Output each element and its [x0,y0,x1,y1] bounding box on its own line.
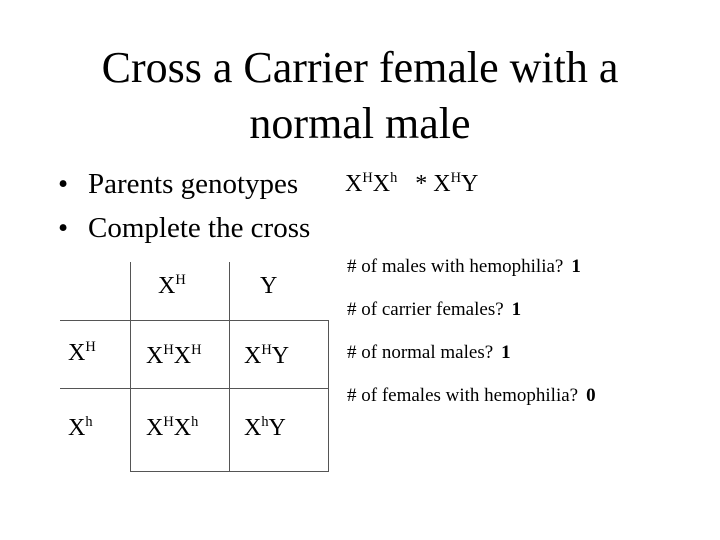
question-item [347,340,511,366]
grid-line-horizontal-2 [60,388,328,389]
male-genotype: $X^HY$ [433,170,479,197]
question-item [347,383,596,409]
title-line-2: normal male [249,99,471,148]
grid-line-horizontal-1 [60,320,328,321]
question-item [347,297,521,323]
grid-line-horizontal-3 [130,471,329,472]
bullet-text: Complete the cross [88,212,311,244]
punnett-cell: $X^HX^h$ [146,414,199,441]
grid-line-vertical-2 [229,262,230,472]
column-header: Y [260,273,278,299]
question-item [347,254,581,280]
question-answer: 1 [501,342,511,363]
row-header: $X^h$ [68,414,93,441]
bullet-text: Parents genotypes [88,168,299,200]
punnett-cell: $X^hY$ [244,414,286,441]
question-text: # of carrier females? [347,299,504,320]
row-header: $X^H$ [68,339,96,366]
question-text: # of normal males? [347,342,494,363]
question-text: # of females with hemophilia? [347,385,579,406]
punnett-cell: $X^HY$ [244,342,290,369]
female-genotype: $X^HX^h$ [345,170,398,197]
question-answer: 1 [511,299,522,320]
question-text: # of males with hemophilia? [347,256,564,277]
title-line-1: Cross a Carrier female with a [101,43,619,92]
grid-line-vertical-1 [130,262,131,472]
column-header: $X^H$ [158,272,186,299]
punnett-cell: $X^HX^H$ [146,342,202,369]
grid-line-vertical-3 [328,320,329,472]
bullet-marker: • [58,168,69,200]
question-answer: 1 [571,256,581,277]
cross-symbol: * [415,171,428,197]
question-answer: 0 [586,385,596,406]
bullet-marker: • [58,212,69,244]
